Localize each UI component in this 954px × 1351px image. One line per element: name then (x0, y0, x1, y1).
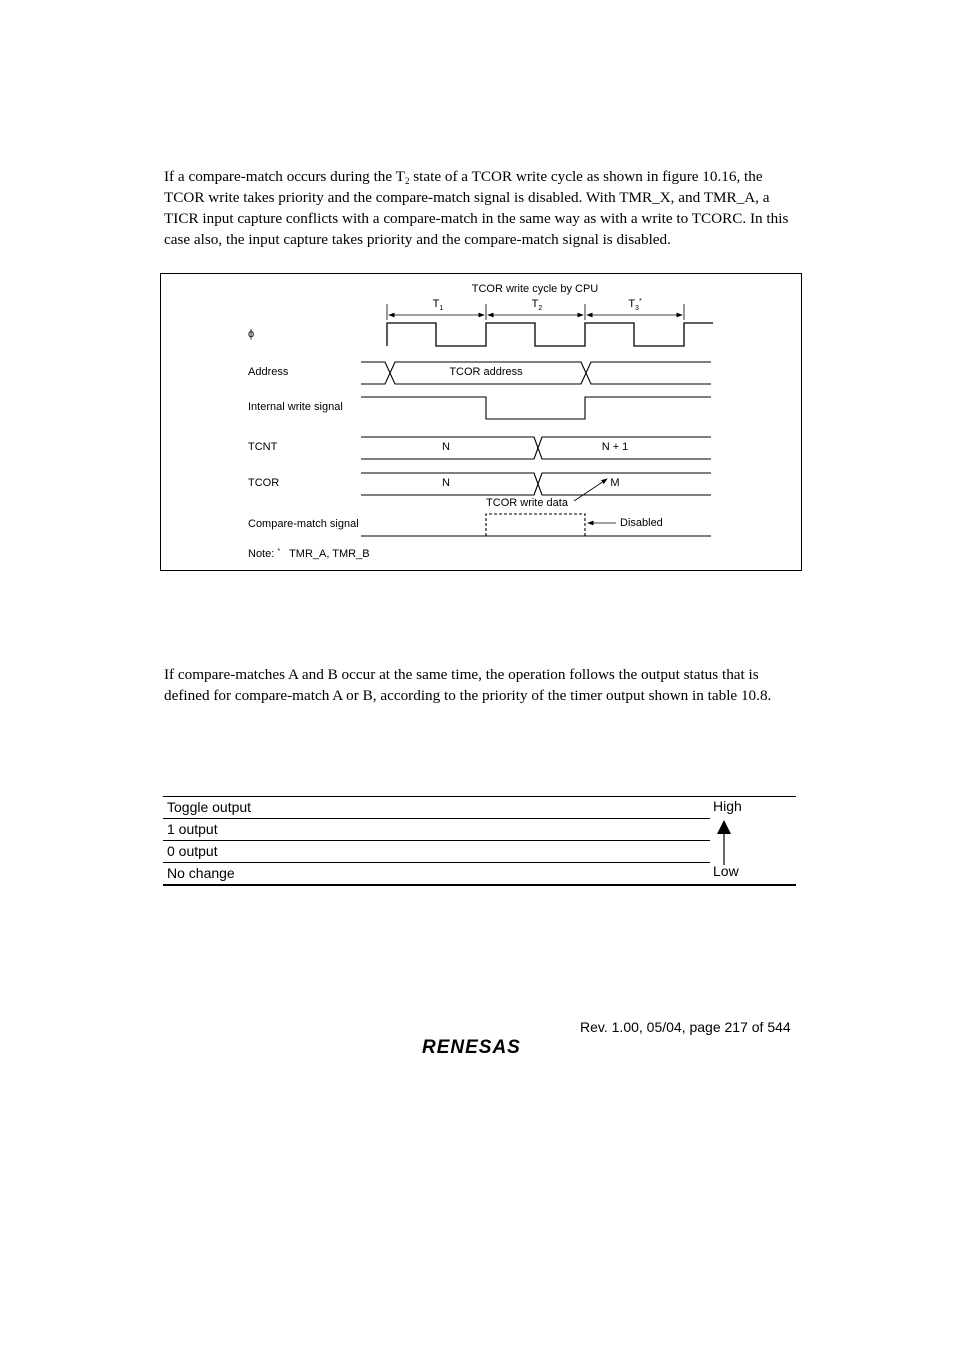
table-row (163, 840, 796, 862)
disabled-pulse (486, 514, 585, 536)
state-t2-label: $T_2$ (531, 298, 543, 312)
table-cell: 0 output (167, 843, 218, 859)
tcor-waveform (361, 473, 711, 495)
priority-high-label: High (713, 798, 742, 814)
paragraph-text: state of a TCOR write cycle as shown in figure 10.16, the TCOR write takes priority and the compare-match signal is disabled. With TMR_X, and TMR_A, a TICR input capture conflicts with a compare-match in the same way as with a write to TCORC. In this case also, the input capture takes priority and the compare-match signal is disabled. (164, 168, 789, 248)
disabled-label: Disabled (620, 517, 663, 529)
tcor-after-value: M (610, 477, 620, 489)
table-cell: Toggle output (167, 799, 252, 815)
svg-text:RENESAS: RENESAS (422, 1037, 521, 1058)
address-value: TCOR address (449, 366, 523, 378)
phi-clock-waveform (387, 323, 713, 346)
paragraph-subscript: 2 (404, 176, 410, 186)
paragraph-text: If a compare-match occurs during the T (164, 168, 405, 185)
table-row (163, 862, 796, 886)
tcor-before-value: N (442, 477, 450, 489)
state-t3-label: $T_3^*$ (628, 298, 642, 312)
priority-up-arrow-icon (704, 818, 744, 868)
tcor-label: TCOR (248, 477, 280, 489)
table-cell: No change (167, 865, 235, 881)
table-cell: 1 output (167, 821, 218, 837)
state-t1-label: $T_1$ (432, 298, 444, 312)
tcnt-label: TCNT (248, 441, 278, 453)
renesas-logo (418, 1033, 544, 1059)
priority-paragraph: If compare-matches A and B occur at the same time, the operation follows the output status that is defined for compare-match A or B, according to the priority of the timer output shown in table 10.8. (164, 666, 772, 704)
tcnt-waveform (361, 437, 711, 459)
write-signal-label: Internal write signal (248, 401, 343, 413)
priority-low-label: Low (713, 863, 739, 879)
table-row (163, 818, 796, 840)
intro-paragraph (164, 166, 804, 250)
compare-match-label: Compare-match signal (248, 518, 359, 530)
address-bus-waveform (361, 362, 711, 384)
page-reference: Rev. 1.00, 05/04, page 217 of 544 (580, 1019, 791, 1035)
address-label: Address (248, 366, 289, 378)
table-row (163, 796, 796, 818)
tcnt-before-value: N (442, 441, 450, 453)
note: Note: * TMR_A, TMR_B (248, 548, 370, 560)
write-data-pointer (574, 479, 607, 501)
cycle-label: TCOR write cycle by CPU (471, 283, 599, 295)
phi-label: ϕ (248, 328, 255, 340)
write-signal-waveform (361, 397, 711, 419)
timing-diagram (160, 273, 802, 571)
priority-table (163, 796, 796, 886)
tcnt-after-value: N + 1 (601, 441, 629, 453)
tcor-write-data-label: TCOR write data (486, 497, 568, 509)
